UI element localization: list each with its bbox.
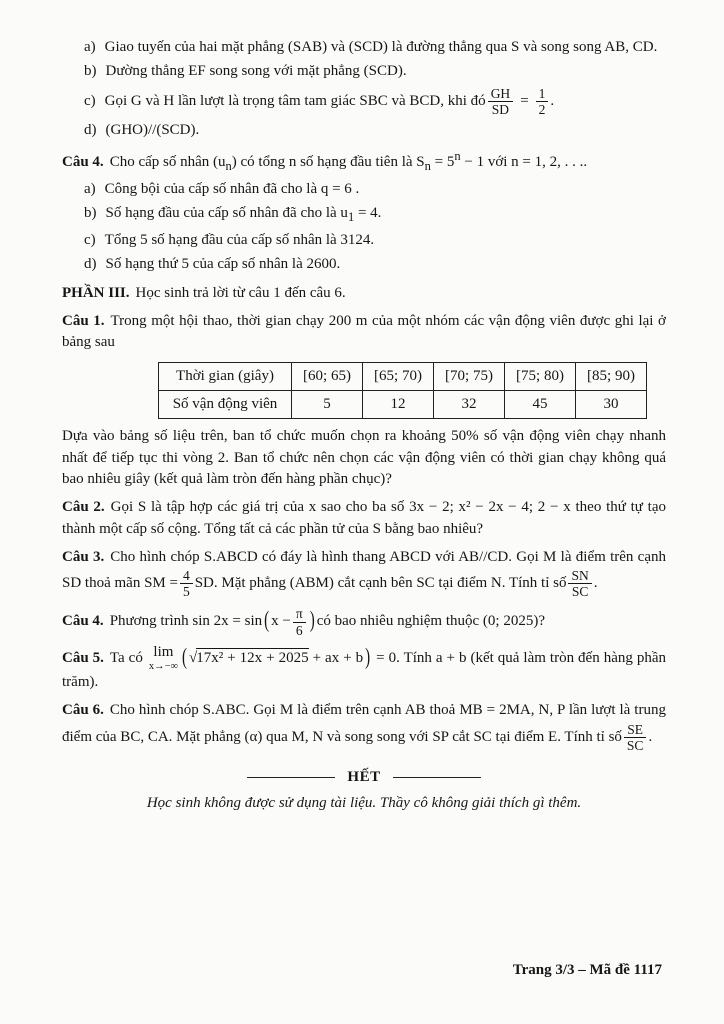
- question-text: Cho hình chóp S.ABC. Gọi M là điểm trên cạnh AB thoả MB = 2MA, N, P lần lượt là trung điểm của BC, CA. Mặt phẳng (α) qua M, N và song song với SP cắt SC tại điểm E. Tính tỉ số: [62, 702, 666, 745]
- item-label: b): [84, 205, 97, 222]
- page-footer: Trang 3/3 – Mã đề 1117: [512, 962, 662, 978]
- fraction-4-5: [180, 568, 193, 599]
- table-cell: 30: [576, 391, 647, 419]
- question-3: [62, 547, 666, 600]
- item-label: b): [84, 63, 97, 80]
- subscript-1: 1: [347, 210, 355, 225]
- fraction-numerator: 1: [536, 86, 549, 102]
- table-header-cell: [60; 65): [292, 363, 363, 391]
- question-text: − 1 với n = 1, 2, . . ..: [460, 154, 588, 171]
- left-paren: (: [264, 608, 270, 634]
- question-4-part3: [62, 606, 666, 637]
- statement-4c: [62, 230, 666, 251]
- fraction-denominator: SC: [571, 584, 589, 600]
- fraction-denominator: 6: [295, 622, 303, 638]
- table-cell: 12: [363, 391, 434, 419]
- statement-4a: [62, 179, 666, 200]
- question-2: [62, 497, 666, 540]
- question-text: = 5: [430, 154, 455, 171]
- fraction-denominator: SC: [626, 737, 644, 753]
- fraction-numerator: SN: [568, 568, 591, 584]
- table-header-cell: [75; 80): [505, 363, 576, 391]
- fraction-denominator: 5: [182, 584, 190, 600]
- statement-text: Dường thẳng EF song song với mặt phẳng (SCD).: [105, 63, 407, 80]
- frequency-table: [158, 362, 647, 419]
- end-label: HẾT: [347, 768, 381, 785]
- statement-text: Số hạng đầu của cấp số nhân đã cho là u: [105, 205, 348, 222]
- table-cell: Số vận động viên: [159, 391, 292, 419]
- fraction-gh-sd: [488, 86, 514, 117]
- fraction-denominator: 2: [538, 101, 546, 117]
- table-header-cell: Thời gian (giây): [159, 363, 292, 391]
- fraction-numerator: GH: [488, 86, 514, 102]
- superscript-n: n: [454, 149, 461, 164]
- question-text: + ax + b: [308, 649, 364, 666]
- statement-text: = 4.: [354, 205, 382, 222]
- question-label: Câu 6.: [62, 702, 104, 719]
- fraction-numerator: 4: [180, 568, 193, 584]
- table-header-row: [159, 363, 647, 391]
- equals-sign: =: [520, 92, 529, 109]
- question-label: Câu 5.: [62, 649, 104, 666]
- end-divider: [62, 769, 666, 786]
- table-header-cell: [65; 70): [363, 363, 434, 391]
- question-text: Phương trình sin 2x = sin: [109, 613, 263, 630]
- table-cell: 45: [505, 391, 576, 419]
- fraction-denominator: SD: [491, 101, 510, 117]
- table-cell: 32: [434, 391, 505, 419]
- question-text: ) có tổng n số hạng đầu tiên là S: [231, 154, 425, 171]
- question-text: Ta có: [109, 649, 143, 666]
- statement-c: [62, 86, 666, 117]
- table-cell: 5: [292, 391, 363, 419]
- statement-4d: [62, 254, 666, 275]
- statement-text: Công bội của cấp số nhân đã cho là q = 6 .: [104, 180, 360, 197]
- question-text: .: [648, 728, 653, 745]
- statement-d: [62, 120, 666, 141]
- fraction-numerator: SE: [624, 722, 646, 738]
- question-text: Cho hình chóp S.ABCD có đáy là hình thang ABCD với AB//CD. Gọi M là điểm trên cạnh SD thoả mãn SM =: [62, 548, 666, 592]
- statement-4b: [62, 203, 666, 227]
- table-header-cell: [85; 90): [576, 363, 647, 391]
- fraction-se-sc: [624, 722, 647, 753]
- question-label: Câu 4.: [62, 154, 104, 171]
- statement-text: Gọi G và H lần lượt là trọng tâm tam giác SBC và BCD, khi đó: [104, 92, 486, 109]
- divider-line: [393, 777, 481, 778]
- fraction-sn-sc: [568, 568, 591, 599]
- question-text: SD. Mặt phẳng (ABM) cắt cạnh bên SC tại điểm N. Tính tỉ số: [194, 575, 567, 592]
- question-text: Cho cấp số nhân (u: [109, 154, 226, 171]
- statement-text: (GHO)//(SCD).: [105, 121, 200, 138]
- statement-text: Giao tuyến của hai mặt phẳng (SAB) và (SCD) là đường thẳng qua S và song song AB, CD.: [104, 39, 658, 55]
- statement-a: [62, 37, 666, 58]
- question-text: có bao nhiêu nghiệm thuộc (0; 2025)?: [316, 613, 545, 630]
- question-text: Trong một hội thao, thời gian chạy 200 m của một nhóm các vận động viên được ghi lại ở bảng sau: [62, 312, 666, 351]
- divider-line: [247, 777, 335, 778]
- statement-text: Số hạng thứ 5 của cấp số nhân là 2600.: [105, 256, 341, 273]
- table-row: [159, 391, 647, 419]
- item-label: a): [84, 180, 96, 197]
- right-paren: ): [309, 608, 315, 634]
- subscript-n: n: [424, 159, 431, 174]
- question-5: [62, 645, 666, 694]
- question-text: Gọi S là tập hợp các giá trị của x sao cho ba số 3x − 2; x² − 2x − 4; 2 − x theo thứ tự tạo thành một cấp số cộng. Tổng tất cả các phần tử của S bằng bao nhiêu?: [62, 499, 666, 537]
- fraction-pi-6: [293, 606, 306, 637]
- part3-text: Học sinh trả lời từ câu 1 đến câu 6.: [135, 284, 346, 301]
- question-text: x −: [271, 613, 291, 630]
- fraction-1-2: [536, 86, 549, 117]
- limit-operator: [149, 645, 178, 673]
- exam-note: Học sinh không được sử dụng tài liệu. Thầy cô không giải thích gì thêm.: [146, 794, 582, 811]
- question-label: Câu 2.: [62, 499, 105, 516]
- question-4-part2: [62, 148, 666, 176]
- limit-text: lim: [153, 643, 174, 660]
- question-text: .: [593, 575, 598, 592]
- subscript-n: n: [225, 159, 232, 174]
- question-text: = 0. Tính a + b (kết quả làm tròn đến hàng phần trăm).: [62, 649, 667, 691]
- question-6: [62, 700, 666, 753]
- left-paren: (: [182, 645, 188, 670]
- part3-label: PHẦN III.: [62, 284, 130, 301]
- item-label: a): [84, 39, 96, 55]
- item-label: c): [84, 92, 96, 109]
- radical-sign: √: [189, 649, 198, 666]
- right-paren: ): [365, 645, 371, 670]
- question-label: Câu 3.: [62, 548, 105, 565]
- item-label: d): [84, 256, 97, 273]
- question-label: Câu 1.: [62, 312, 105, 329]
- item-label: d): [84, 121, 97, 138]
- table-header-cell: [70; 75): [434, 363, 505, 391]
- statement-b: [62, 61, 666, 82]
- fraction-numerator: π: [293, 606, 306, 622]
- item-label: c): [84, 231, 96, 248]
- limit-subscript: x→−∞: [148, 660, 179, 672]
- question-1-text: Dựa vào bảng số liệu trên, ban tổ chức muốn chọn ra khoảng 50% số vận động viên chạy nhanh nhất để tiếp tục thi vòng 2. Ban tổ chức nên chọn các vận động viên có thời gian chạy không quá bao nhiêu giây (kết quả làm tròn đến hàng phần chục)?: [62, 428, 666, 487]
- radicand: 17x² + 12x + 2025: [196, 649, 309, 666]
- question-label: Câu 4.: [62, 613, 104, 630]
- question-1: [62, 311, 666, 354]
- statement-text: .: [550, 92, 555, 109]
- part3-heading: [62, 283, 666, 304]
- statement-text: Tổng 5 số hạng đầu của cấp số nhân là 3124.: [104, 231, 375, 248]
